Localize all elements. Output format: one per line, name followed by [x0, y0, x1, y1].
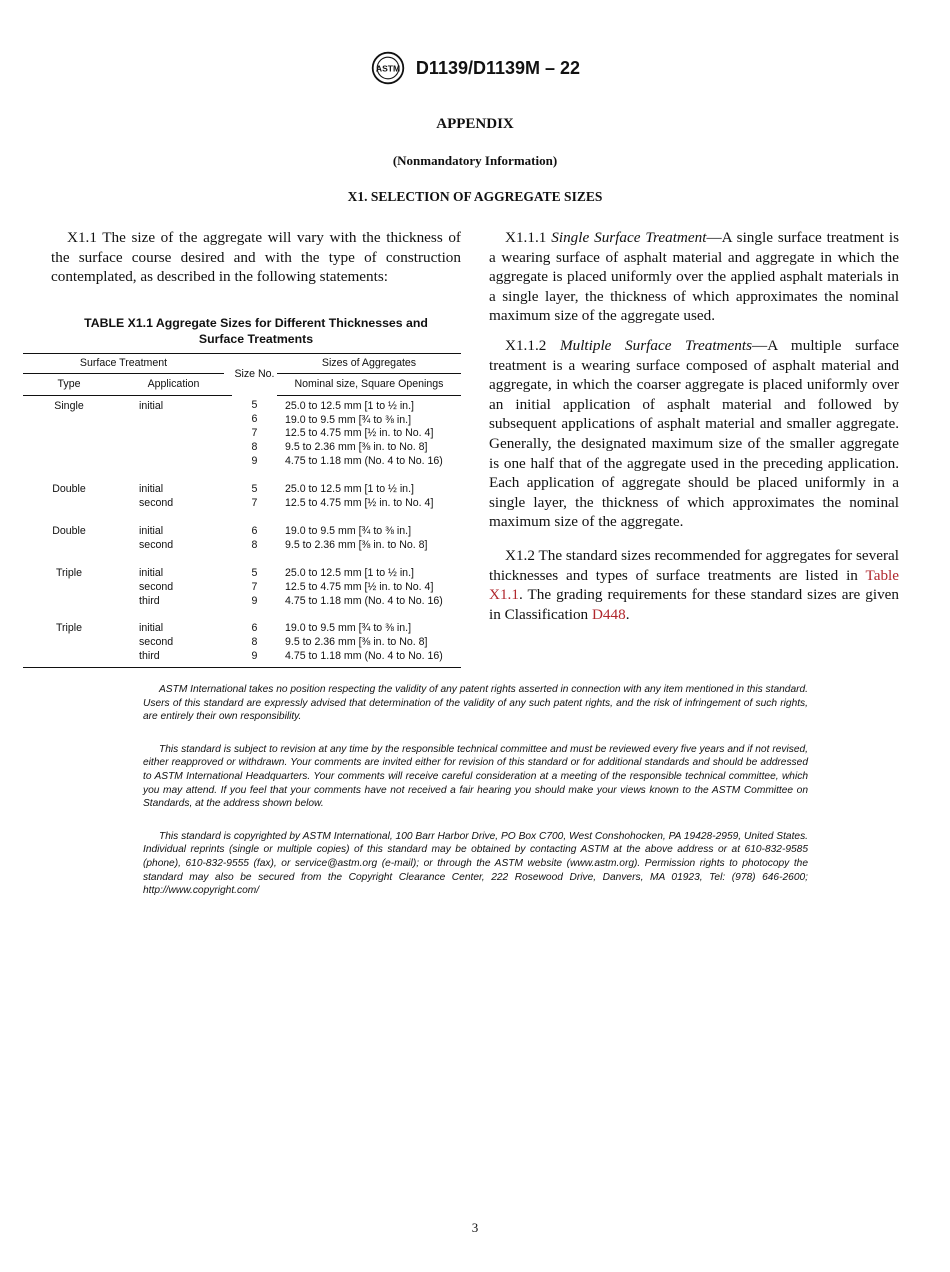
d448-link[interactable]: D448	[591, 605, 626, 623]
cell-size-no-line: 7	[251, 426, 258, 439]
cell-application-line	[139, 441, 232, 455]
cell-type: Triple	[55, 566, 83, 579]
cell-application-line	[139, 455, 232, 469]
cell-application	[115, 395, 232, 469]
header-application: Application	[115, 376, 232, 395]
cell-nominal-size-line: 19.0 to 9.5 mm [¾ to ⅜ in.]	[285, 413, 412, 426]
nonmandatory-label: (Nonmandatory Information)	[392, 153, 558, 168]
cell-nominal-size	[277, 553, 461, 609]
right-column	[489, 228, 899, 624]
astm-logo-icon	[370, 50, 406, 86]
cell-size-no-line: 7	[251, 580, 258, 593]
header-sizes-of-aggregates: Sizes of Aggregates	[277, 357, 461, 374]
cell-application-line: initial	[139, 566, 164, 579]
cell-type: Single	[54, 399, 84, 412]
cell-nominal-size-line: 19.0 to 9.5 mm [¾ to ⅜ in.]	[285, 622, 412, 635]
cell-nominal-size	[277, 395, 461, 469]
cell-type: Triple	[23, 608, 115, 667]
cell-size-no-line: 5	[251, 483, 258, 496]
cell-nominal-size-line: 19.0 to 9.5 mm [¾ to ⅜ in.]	[285, 524, 412, 537]
cell-nominal-size	[277, 608, 461, 667]
table-row	[23, 553, 461, 609]
cell-nominal-size-line: 25.0 to 12.5 mm [1 to ½ in.]	[285, 566, 414, 579]
cell-type: Double	[52, 483, 86, 496]
cell-application-line: initial	[139, 399, 164, 412]
cell-size-no-line: 6	[251, 524, 258, 537]
x1-2-text-end: .	[625, 605, 630, 623]
cell-application-line: second	[139, 497, 174, 510]
cell-nominal-size-line: 4.75 to 1.18 mm (No. 4 to No. 16)	[285, 455, 443, 468]
cell-nominal-size-line: 9.5 to 2.36 mm [⅜ in. to No. 8]	[285, 538, 428, 551]
x1-1-2-number: X1.1.2	[505, 336, 547, 354]
x1-1-2-title: Multiple Surface Treatments	[559, 336, 752, 354]
cell-size-no-line: 9	[251, 454, 258, 467]
document-id: D1139/D1139M – 22	[415, 57, 581, 78]
left-column	[51, 228, 461, 668]
paragraph-x1-1-1	[489, 228, 899, 326]
cell-nominal-size-line: 12.5 to 4.75 mm [½ in. to No. 4]	[285, 497, 434, 510]
cell-size-no-line: 8	[251, 440, 258, 453]
x1-2-text-start: X1.2 The standard sizes recommended for aggregates for several thicknesses and types of surface treatments are listed in	[489, 546, 900, 584]
page-number: 3	[471, 1220, 479, 1235]
cell-application-line	[139, 427, 232, 441]
cell-nominal-size	[277, 469, 461, 511]
cell-size-no-line: 6	[251, 413, 258, 425]
cell-application-line: third	[139, 650, 160, 663]
cell-type: Double	[52, 524, 86, 537]
table-row	[23, 395, 461, 469]
cell-size-no-line: 9	[251, 650, 258, 663]
cell-size-no-line: 5	[251, 399, 258, 412]
x1-2-text-mid: . The grading requirements for these standard sizes are given in Classification	[489, 586, 899, 623]
x1-1-1-number: X1.1.1	[505, 229, 547, 246]
table-row	[23, 511, 461, 553]
cell-application	[115, 608, 232, 667]
notice-patent: ASTM International takes no position respecting the validity of any patent rights asserted in connection with any item mentioned in this standard. Users of this standard are expressly advised that determination of the validity of any such patent rights, and the risk of infringement of such rights, are entirely their own responsibility.	[143, 684, 808, 723]
table-x1-1-link[interactable]: Table X1.1	[489, 566, 899, 604]
page-header	[0, 50, 950, 86]
appendix-title: APPENDIX	[436, 116, 514, 132]
cell-application	[115, 511, 232, 553]
table-row	[23, 469, 461, 511]
cell-size-no-line: 8	[251, 538, 258, 551]
cell-size-no-line: 9	[251, 594, 258, 607]
cell-size-no	[232, 469, 277, 511]
cell-application	[115, 553, 232, 609]
cell-application-line: second	[139, 580, 174, 593]
cell-nominal-size-line: 25.0 to 12.5 mm [1 to ½ in.]	[285, 483, 414, 496]
x1-1-1-text: —A single surface treatment is a wearing surface of asphalt material and aggregate in which the aggregate is placed uniformly over the applied asphalt materials in a single layer, the thickness of which approximates the nominal maximum size of the aggregate used.	[489, 229, 899, 325]
cell-nominal-size-line: 12.5 to 4.75 mm [½ in. to No. 4]	[285, 427, 434, 440]
cell-size-no-line: 6	[251, 622, 258, 635]
cell-application-line: initial	[139, 483, 164, 496]
header-nominal-size: Nominal size, Square Openings	[277, 376, 461, 395]
header-size-no: Size No.	[232, 353, 277, 395]
cell-size-no	[232, 511, 277, 553]
cell-nominal-size	[277, 511, 461, 553]
cell-application-line: second	[139, 636, 174, 649]
header-type: Type	[23, 376, 115, 395]
cell-nominal-size-line: 12.5 to 4.75 mm [½ in. to No. 4]	[285, 580, 434, 593]
cell-application-line: second	[139, 538, 174, 551]
table-body	[23, 395, 461, 668]
aggregate-sizes-table	[23, 353, 461, 668]
cell-application-line: initial	[139, 524, 164, 537]
table-row	[23, 608, 461, 667]
paragraph-x1-1: X1.1 The size of the aggregate will vary with the thickness of the surface course desired and with the type of construction contemplated, as described in the following statements:	[51, 229, 461, 286]
section-title: X1. SELECTION OF AGGREGATE SIZES	[347, 189, 603, 204]
cell-application-line: initial	[139, 622, 164, 635]
header-surface-treatment: Surface Treatment	[23, 357, 224, 374]
paragraph-x1-1-2	[489, 336, 899, 532]
notice-revision: This standard is subject to revision at any time by the responsible technical committee and must be reviewed every five years and if not revised, either reapproved or withdrawn. Your comments are invited either for revision of this standard or for additional standards and should be addressed to ASTM International Headquarters. Your comments will receive careful consideration at a meeting of the responsible technical committee, which you may attend. If you feel that your comments have not received a fair hearing you should make your views known to the ASTM Committee on Standards, at the address shown below.	[143, 743, 808, 810]
x1-1-1-title: Single Surface Treatment	[551, 229, 707, 246]
cell-size-no	[232, 553, 277, 609]
cell-nominal-size-line: 9.5 to 2.36 mm [⅜ in. to No. 8]	[285, 636, 428, 649]
cell-size-no	[232, 395, 277, 469]
x1-1-2-text: —A multiple surface treatment is a wearing surface composed of asphalt material and aggregate, in which the coarser aggregate is placed uniformly over an initial application of asphalt material and followed by subsequent applications of asphalt material and smaller aggregate. Generally, the designated maximum size of the smaller aggregate is one half that of the aggregate used in the preceding application. Each application of aggregate should be placed uniformly in a single layer, the thickness of which approximates the nominal maximum size of the aggregate.	[489, 336, 900, 531]
cell-application-line: third	[139, 594, 160, 607]
cell-size-no-line: 5	[251, 566, 258, 579]
cell-size-no	[232, 608, 277, 667]
table-caption-line1: TABLE X1.1 Aggregate Sizes for Different Thicknesses and	[84, 315, 428, 330]
cell-size-no-line: 7	[251, 497, 258, 510]
cell-nominal-size-line: 4.75 to 1.18 mm (No. 4 to No. 16)	[285, 594, 443, 607]
cell-application-line	[139, 414, 232, 428]
legal-notices	[143, 683, 808, 917]
notice-copyright: This standard is copyrighted by ASTM International, 100 Barr Harbor Drive, PO Box C700, West Conshohocken, PA 19428-2959, United States. Individual reprints (single or multiple copies) of this standard may be obtained by contacting ASTM at the above address or at 610-832-9585 (phone), 610-832-9555 (fax), or service@astm.org (e-mail); or through the ASTM website (www.astm.org). Permission rights to photocopy the standard may also be secured from the Copyright Clearance Center, 222 Rosewood Drive, Danvers, MA 01923, Tel: (978) 646-2600; http://www.copyright.com/	[143, 830, 808, 897]
table-caption	[51, 315, 461, 347]
table-caption-line2: Surface Treatments	[198, 331, 314, 346]
cell-application	[115, 469, 232, 511]
cell-nominal-size-line: 25.0 to 12.5 mm [1 to ½ in.]	[285, 399, 414, 412]
paragraph-x1-2	[489, 546, 899, 624]
astm-logo-text: ASTM	[375, 63, 401, 74]
cell-size-no-line: 8	[251, 636, 258, 649]
cell-nominal-size-line: 4.75 to 1.18 mm (No. 4 to No. 16)	[285, 650, 443, 663]
cell-nominal-size-line: 9.5 to 2.36 mm [⅜ in. to No. 8]	[285, 441, 428, 454]
